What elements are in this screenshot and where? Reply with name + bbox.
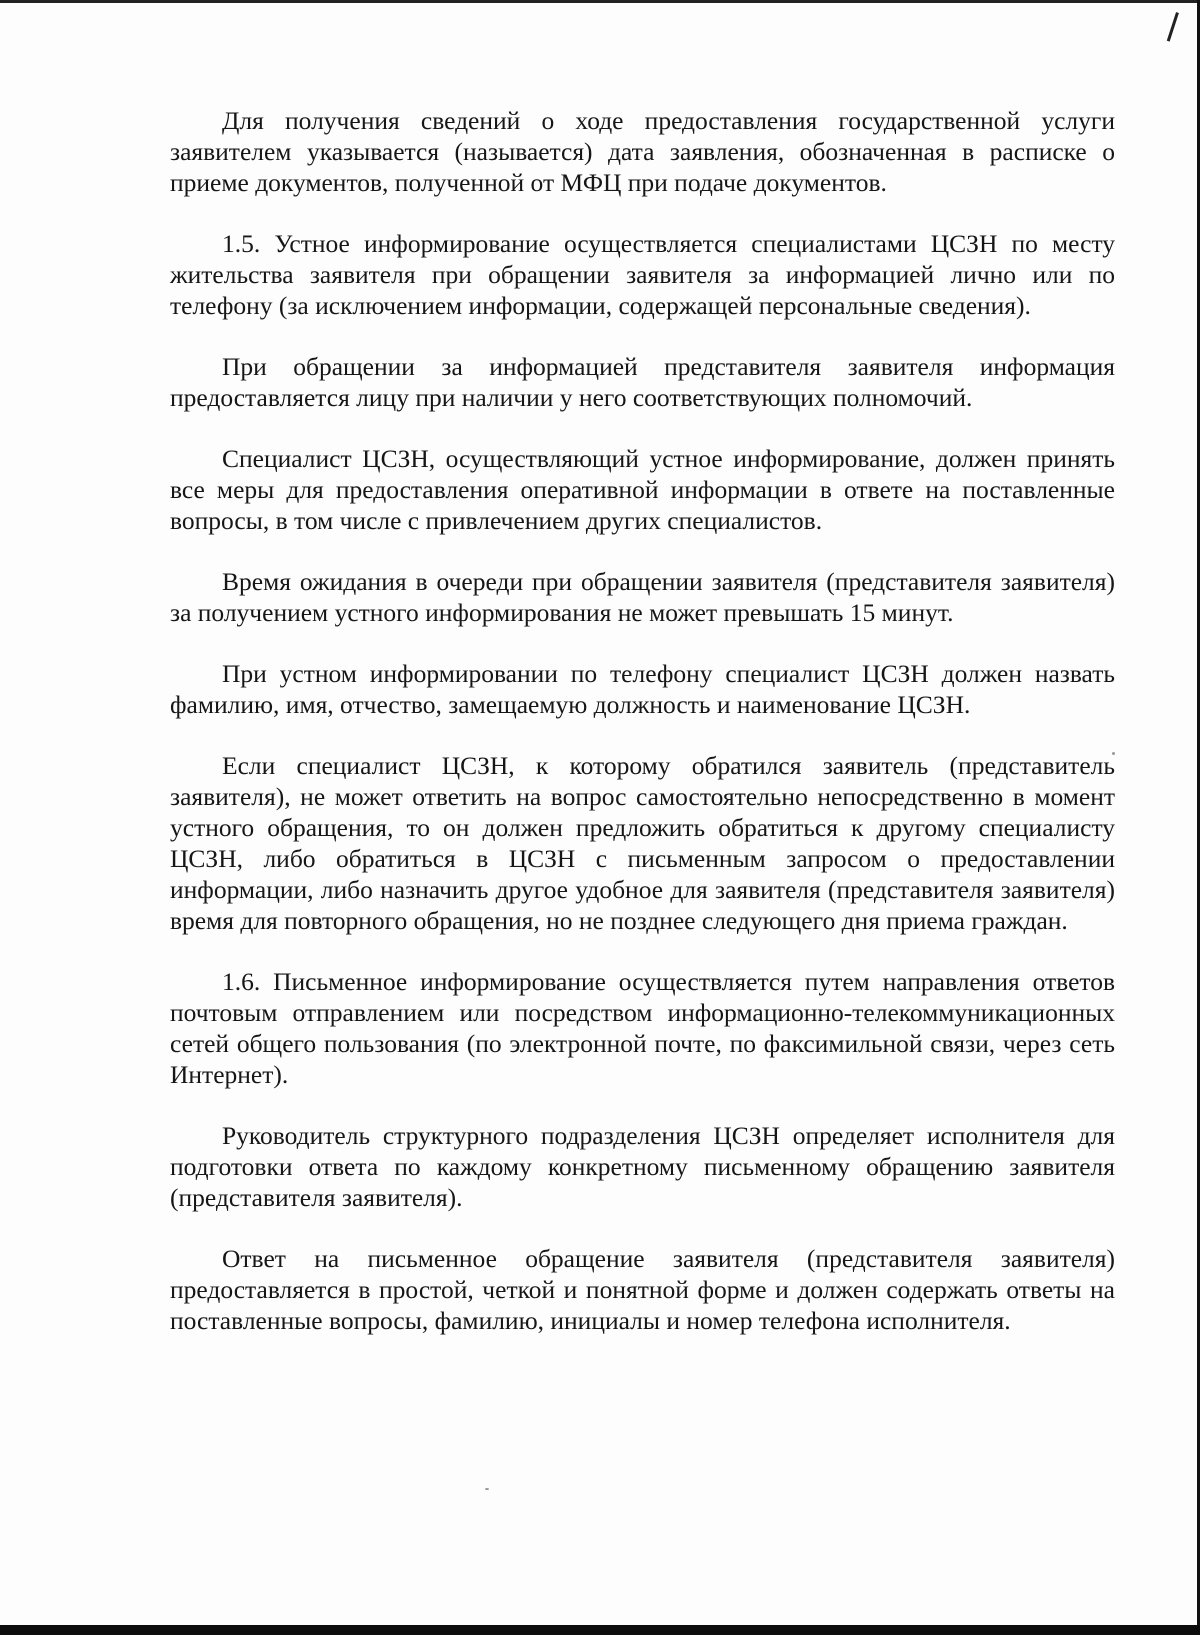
paragraph-cannot-answer: Если специалист ЦСЗН, к которому обратился заявитель (представитель заявителя), не может ответить на вопрос самостоятельно непосредственно в момент устного обращения, то он должен предложить обратиться к другому специалисту ЦСЗН, либо обратиться в ЦСЗН с письменным запросом о предоставлении информации, либо назначить другое удобное для заявителя (представителя заявителя) время для повторного обращения, но не позднее следующего дня приема граждан. xyxy=(170,751,1115,935)
paragraph-phone-informing: При устном информировании по телефону специалист ЦСЗН должен назвать фамилию, имя, отчество, замещаемую должность и наименование ЦСЗН. xyxy=(170,659,1115,719)
paragraph-1-6-written-informing: 1.6. Письменное информирование осуществляется путем направления ответов почтовым отправлением или посредством информационно-телекоммуникационных сетей общего пользования (по электронной почте, по факсимильной связи, через сеть Интернет). xyxy=(170,967,1115,1089)
paragraph-head-assigns-executor: Руководитель структурного подразделения ЦСЗН определяет исполнителя для подготовки ответа по каждому конкретному письменному обращению заявителя (представителя заявителя). xyxy=(170,1121,1115,1212)
document-body xyxy=(170,105,1115,1366)
scan-edge-top xyxy=(0,0,1200,3)
paragraph-representative-info: При обращении за информацией представителя заявителя информация предоставляется лицу при наличии у него соответствующих полномочий. xyxy=(170,352,1115,412)
paragraph-status-inquiry: Для получения сведений о ходе предоставления государственной услуги заявителем указывается (называется) дата заявления, обозначенная в расписке о приеме документов, полученной от МФЦ при подаче документов. xyxy=(170,106,1115,197)
paragraph-waiting-time: Время ожидания в очереди при обращении заявителя (представителя заявителя) за получением устного информирования не может превышать 15 минут. xyxy=(170,567,1115,627)
scan-dust xyxy=(485,1488,489,1490)
paragraph-1-5-oral-informing: 1.5. Устное информирование осуществляется специалистами ЦСЗН по месту жительства заявителя при обращении заявителя за информацией лично или по телефону (за исключением информации, содержащей персональные сведения). xyxy=(170,229,1115,320)
scan-edge-bottom xyxy=(0,1625,1200,1635)
paragraph-written-answer-form: Ответ на письменное обращение заявителя (представителя заявителя) предоставляется в простой, четкой и понятной форме и должен содержать ответы на поставленные вопросы, фамилию, инициалы и номер телефона исполнителя. xyxy=(170,1244,1115,1335)
paragraph-specialist-measures: Специалист ЦСЗН, осуществляющий устное информирование, должен принять все меры для предоставления оперативной информации в ответе на поставленные вопросы, в том числе с привлечением других специалистов. xyxy=(170,444,1115,535)
scan-artifact-mark xyxy=(1167,12,1192,46)
